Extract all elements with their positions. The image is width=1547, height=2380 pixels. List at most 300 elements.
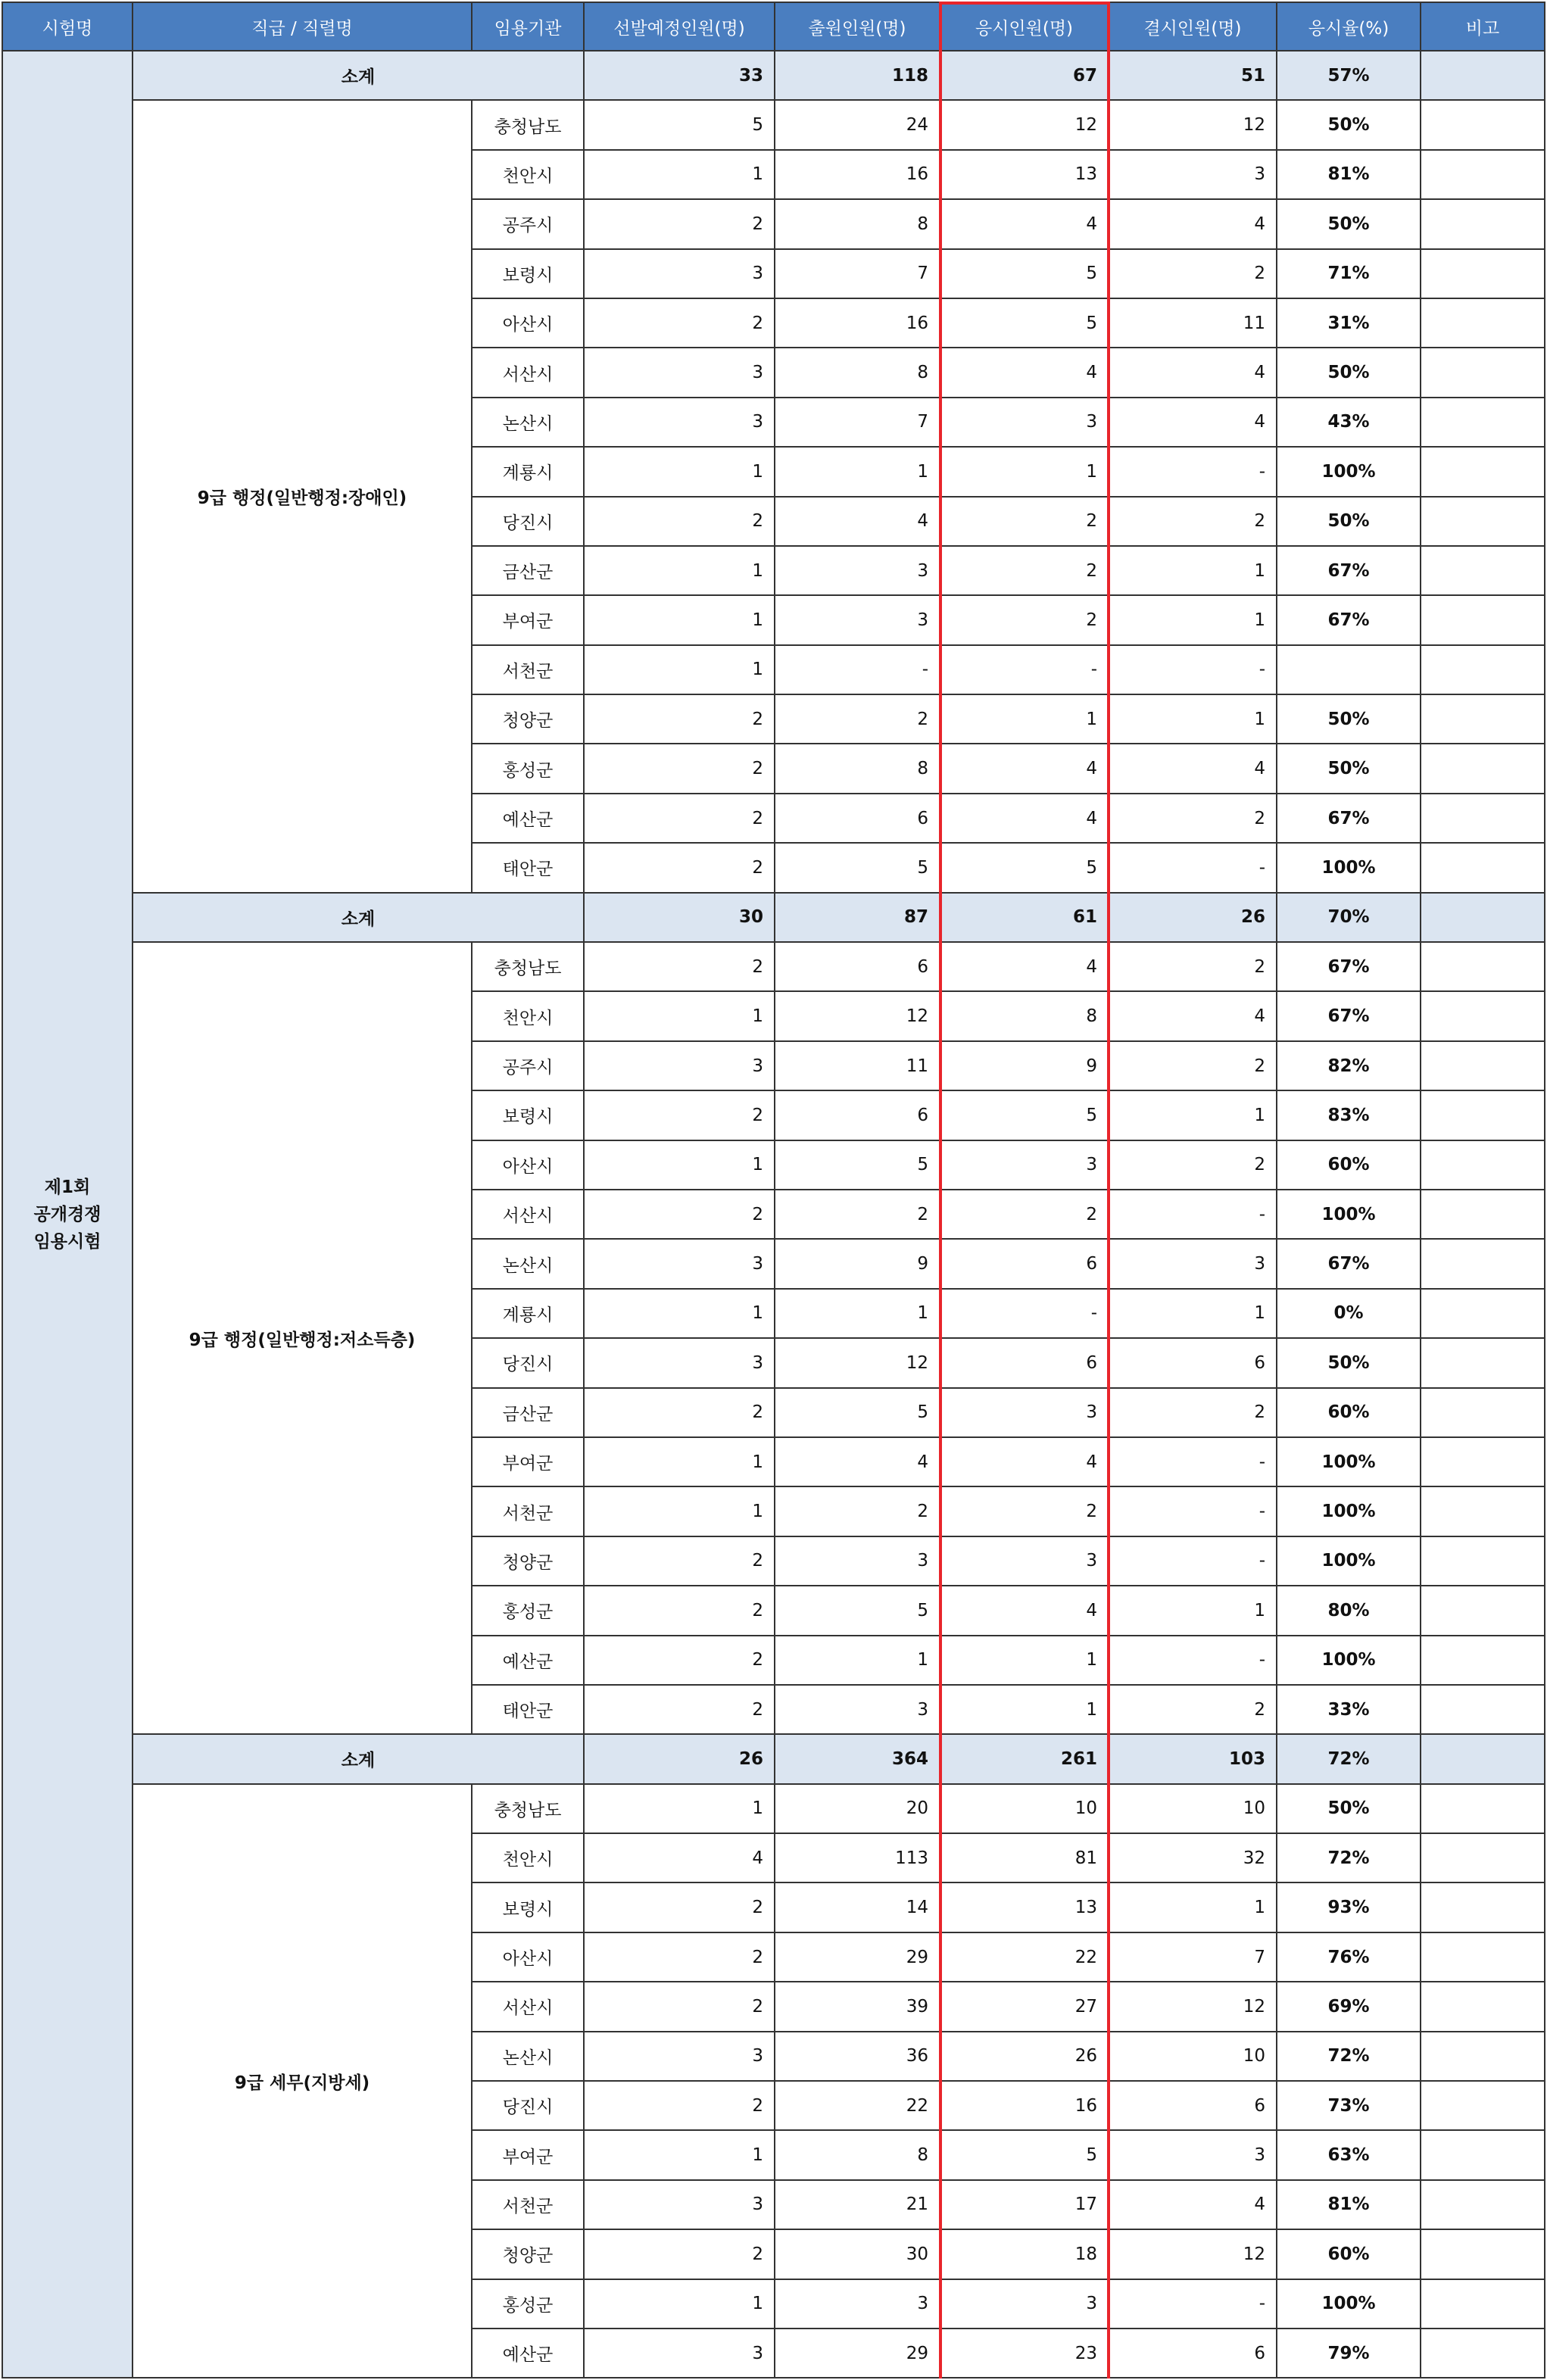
header-note: 비고 [1421, 2, 1545, 51]
note-cell [1421, 991, 1545, 1040]
table-row [2, 100, 1545, 149]
note-cell [1421, 843, 1545, 892]
absent-cell: 4 [1109, 398, 1277, 447]
note-cell [1421, 1437, 1545, 1486]
agency-cell: 예산군 [472, 1636, 584, 1685]
selected-cell: 3 [584, 2180, 775, 2229]
header-row [2, 2, 1545, 51]
agency-cell: 서산시 [472, 1190, 584, 1239]
attended-cell: 6 [940, 1338, 1109, 1387]
attended-cell: 26 [940, 2032, 1109, 2081]
selected-cell: 1 [584, 546, 775, 595]
absent-cell: 10 [1109, 2032, 1277, 2081]
selected-cell: 3 [584, 348, 775, 397]
absent-cell: 4 [1109, 199, 1277, 248]
attended-cell: 10 [940, 1784, 1109, 1833]
rate-cell: 50% [1277, 1784, 1421, 1833]
absent-cell: 12 [1109, 1982, 1277, 2031]
rate-cell [1277, 645, 1421, 694]
absent-cell: 11 [1109, 298, 1277, 348]
selected-cell: 2 [584, 1982, 775, 2031]
subtotal-selected: 26 [584, 1734, 775, 1783]
absent-cell: 4 [1109, 991, 1277, 1040]
note-cell [1421, 1932, 1545, 1982]
absent-cell: - [1109, 645, 1277, 694]
applied-cell: 20 [775, 1784, 940, 1833]
attended-cell: 5 [940, 1090, 1109, 1140]
rate-cell: 31% [1277, 298, 1421, 348]
note-cell [1421, 398, 1545, 447]
agency-cell: 홍성군 [472, 2279, 584, 2329]
selected-cell: 3 [584, 2329, 775, 2378]
applied-cell: 7 [775, 398, 940, 447]
selected-cell: 4 [584, 1833, 775, 1882]
note-cell [1421, 348, 1545, 397]
absent-cell: - [1109, 2279, 1277, 2329]
table-row [2, 1784, 1545, 1833]
note-cell [1421, 2279, 1545, 2329]
note-cell [1421, 1090, 1545, 1140]
selected-cell: 2 [584, 1685, 775, 1734]
subtotal-attended: 61 [940, 893, 1109, 942]
applied-cell: 1 [775, 1636, 940, 1685]
agency-cell: 논산시 [472, 398, 584, 447]
agency-cell: 홍성군 [472, 1586, 584, 1635]
applied-cell: 9 [775, 1239, 940, 1288]
note-cell [1421, 1388, 1545, 1437]
attended-cell: 2 [940, 1190, 1109, 1239]
selected-cell: 2 [584, 942, 775, 991]
rate-cell: 72% [1277, 1833, 1421, 1882]
rate-cell: 81% [1277, 150, 1421, 199]
attended-cell: 5 [940, 298, 1109, 348]
rate-cell: 50% [1277, 1338, 1421, 1387]
rate-cell: 67% [1277, 546, 1421, 595]
header-rate: 응시율(%) [1277, 2, 1421, 51]
subtotal-note [1421, 1734, 1545, 1783]
note-cell [1421, 1190, 1545, 1239]
selected-cell: 2 [584, 1932, 775, 1982]
note-cell [1421, 595, 1545, 644]
rate-cell: 50% [1277, 694, 1421, 744]
selected-cell: 1 [584, 1289, 775, 1338]
absent-cell: 4 [1109, 744, 1277, 793]
applied-cell: 29 [775, 2329, 940, 2378]
applied-cell: 1 [775, 447, 940, 496]
applied-cell: - [775, 645, 940, 694]
selected-cell: 1 [584, 645, 775, 694]
applied-cell: 113 [775, 1833, 940, 1882]
note-cell [1421, 1833, 1545, 1882]
header-applied: 출원인원(명) [775, 2, 940, 51]
agency-cell: 태안군 [472, 1685, 584, 1734]
attended-cell: 1 [940, 694, 1109, 744]
attended-cell: 3 [940, 1536, 1109, 1586]
selected-cell: 2 [584, 794, 775, 843]
absent-cell: 1 [1109, 1882, 1277, 1932]
rate-cell: 100% [1277, 1437, 1421, 1486]
applied-cell: 5 [775, 1140, 940, 1190]
header-selected: 선발예정인원(명) [584, 2, 775, 51]
note-cell [1421, 2229, 1545, 2279]
note-cell [1421, 100, 1545, 149]
applied-cell: 5 [775, 1586, 940, 1635]
selected-cell: 2 [584, 1536, 775, 1586]
applied-cell: 3 [775, 2279, 940, 2329]
agency-cell: 서산시 [472, 348, 584, 397]
agency-cell: 충청남도 [472, 100, 584, 149]
applied-cell: 39 [775, 1982, 940, 2031]
absent-cell: 3 [1109, 2130, 1277, 2179]
absent-cell: 1 [1109, 694, 1277, 744]
absent-cell: 4 [1109, 2180, 1277, 2229]
note-cell [1421, 744, 1545, 793]
exam-results-sheet [2, 2, 1544, 2378]
applied-cell: 2 [775, 1190, 940, 1239]
subtotal-label: 소계 [133, 1734, 584, 1783]
rate-cell: 33% [1277, 1685, 1421, 1734]
note-cell [1421, 645, 1545, 694]
absent-cell: 1 [1109, 1090, 1277, 1140]
attended-cell: 1 [940, 1685, 1109, 1734]
absent-cell: - [1109, 1190, 1277, 1239]
applied-cell: 12 [775, 991, 940, 1040]
selected-cell: 2 [584, 694, 775, 744]
attended-cell: 23 [940, 2329, 1109, 2378]
absent-cell: 2 [1109, 497, 1277, 546]
selected-cell: 2 [584, 1882, 775, 1932]
applied-cell: 3 [775, 546, 940, 595]
agency-cell: 보령시 [472, 1882, 584, 1932]
attended-cell: 2 [940, 1486, 1109, 1536]
selected-cell: 1 [584, 1486, 775, 1536]
absent-cell: 10 [1109, 1784, 1277, 1833]
applied-cell: 6 [775, 794, 940, 843]
absent-cell: - [1109, 1437, 1277, 1486]
selected-cell: 2 [584, 843, 775, 892]
note-cell [1421, 1289, 1545, 1338]
applied-cell: 11 [775, 1041, 940, 1090]
header-exam-name: 시험명 [2, 2, 133, 51]
agency-cell: 부여군 [472, 1437, 584, 1486]
attended-cell: 3 [940, 1388, 1109, 1437]
subtotal-rate: 57% [1277, 51, 1421, 100]
applied-cell: 1 [775, 1289, 940, 1338]
agency-cell: 예산군 [472, 2329, 584, 2378]
subtotal-label: 소계 [133, 51, 584, 100]
note-cell [1421, 1586, 1545, 1635]
rate-cell: 67% [1277, 1239, 1421, 1288]
table-row [2, 942, 1545, 991]
rate-cell: 0% [1277, 1289, 1421, 1338]
attended-cell: 4 [940, 1586, 1109, 1635]
attended-cell: 22 [940, 1932, 1109, 1982]
agency-cell: 천안시 [472, 1833, 584, 1882]
note-cell [1421, 1140, 1545, 1190]
exam-results-table [2, 2, 1545, 2378]
applied-cell: 22 [775, 2081, 940, 2130]
absent-cell: 2 [1109, 1140, 1277, 1190]
applied-cell: 4 [775, 1437, 940, 1486]
agency-cell: 충청남도 [472, 1784, 584, 1833]
rate-cell: 50% [1277, 348, 1421, 397]
applied-cell: 3 [775, 1685, 940, 1734]
rate-cell: 60% [1277, 1388, 1421, 1437]
rate-cell: 100% [1277, 1636, 1421, 1685]
position-name-cell: 9급 세무(지방세) [133, 1784, 472, 2378]
note-cell [1421, 1486, 1545, 1536]
selected-cell: 1 [584, 1437, 775, 1486]
note-cell [1421, 2130, 1545, 2179]
subtotal-absent: 26 [1109, 893, 1277, 942]
attended-cell: 81 [940, 1833, 1109, 1882]
absent-cell: 1 [1109, 595, 1277, 644]
rate-cell: 67% [1277, 794, 1421, 843]
agency-cell: 아산시 [472, 1932, 584, 1982]
selected-cell: 1 [584, 1140, 775, 1190]
subtotal-attended: 67 [940, 51, 1109, 100]
applied-cell: 8 [775, 744, 940, 793]
note-cell [1421, 1239, 1545, 1288]
table-body [2, 51, 1545, 2378]
attended-cell: 2 [940, 546, 1109, 595]
applied-cell: 4 [775, 497, 940, 546]
note-cell [1421, 794, 1545, 843]
absent-cell: - [1109, 1486, 1277, 1536]
note-cell [1421, 2180, 1545, 2229]
attended-cell: 4 [940, 794, 1109, 843]
agency-cell: 부여군 [472, 2130, 584, 2179]
selected-cell: 1 [584, 2130, 775, 2179]
applied-cell: 8 [775, 348, 940, 397]
rate-cell: 100% [1277, 447, 1421, 496]
rate-cell: 67% [1277, 991, 1421, 1040]
header-attended: 응시인원(명) [940, 2, 1109, 51]
rate-cell: 50% [1277, 744, 1421, 793]
absent-cell: 12 [1109, 100, 1277, 149]
rate-cell: 67% [1277, 942, 1421, 991]
absent-cell: 6 [1109, 2081, 1277, 2130]
attended-cell: 8 [940, 991, 1109, 1040]
absent-cell: - [1109, 843, 1277, 892]
agency-cell: 천안시 [472, 150, 584, 199]
selected-cell: 1 [584, 2279, 775, 2329]
position-name-cell: 9급 행정(일반행정:저소득층) [133, 942, 472, 1734]
note-cell [1421, 1338, 1545, 1387]
attended-cell: - [940, 645, 1109, 694]
absent-cell: - [1109, 1536, 1277, 1586]
applied-cell: 6 [775, 1090, 940, 1140]
subtotal-absent: 103 [1109, 1734, 1277, 1783]
rate-cell: 83% [1277, 1090, 1421, 1140]
attended-cell: 5 [940, 249, 1109, 298]
applied-cell: 8 [775, 199, 940, 248]
attended-cell: 2 [940, 497, 1109, 546]
selected-cell: 3 [584, 249, 775, 298]
note-cell [1421, 2032, 1545, 2081]
absent-cell: 1 [1109, 546, 1277, 595]
agency-cell: 당진시 [472, 497, 584, 546]
attended-cell: 5 [940, 2130, 1109, 2179]
rate-cell: 79% [1277, 2329, 1421, 2378]
subtotal-note [1421, 893, 1545, 942]
attended-cell: 4 [940, 348, 1109, 397]
selected-cell: 2 [584, 1388, 775, 1437]
attended-cell: 4 [940, 199, 1109, 248]
selected-cell: 2 [584, 497, 775, 546]
absent-cell: - [1109, 1636, 1277, 1685]
agency-cell: 충청남도 [472, 942, 584, 991]
absent-cell: 1 [1109, 1586, 1277, 1635]
applied-cell: 5 [775, 843, 940, 892]
absent-cell: 3 [1109, 150, 1277, 199]
attended-cell: 2 [940, 595, 1109, 644]
applied-cell: 14 [775, 1882, 940, 1932]
agency-cell: 당진시 [472, 1338, 584, 1387]
subtotal-rate: 72% [1277, 1734, 1421, 1783]
absent-cell: 2 [1109, 794, 1277, 843]
attended-cell: 17 [940, 2180, 1109, 2229]
agency-cell: 논산시 [472, 2032, 584, 2081]
attended-cell: 13 [940, 150, 1109, 199]
selected-cell: 2 [584, 2081, 775, 2130]
subtotal-attended: 261 [940, 1734, 1109, 1783]
subtotal-row [2, 1734, 1545, 1783]
note-cell [1421, 1636, 1545, 1685]
absent-cell: 4 [1109, 348, 1277, 397]
attended-cell: 1 [940, 1636, 1109, 1685]
applied-cell: 2 [775, 694, 940, 744]
selected-cell: 1 [584, 991, 775, 1040]
agency-cell: 금산군 [472, 546, 584, 595]
rate-cell: 81% [1277, 2180, 1421, 2229]
applied-cell: 3 [775, 595, 940, 644]
applied-cell: 2 [775, 1486, 940, 1536]
subtotal-applied: 364 [775, 1734, 940, 1783]
rate-cell: 100% [1277, 1190, 1421, 1239]
agency-cell: 청양군 [472, 694, 584, 744]
selected-cell: 3 [584, 398, 775, 447]
attended-cell: 9 [940, 1041, 1109, 1090]
agency-cell: 천안시 [472, 991, 584, 1040]
selected-cell: 1 [584, 595, 775, 644]
attended-cell: - [940, 1289, 1109, 1338]
selected-cell: 3 [584, 1239, 775, 1288]
note-cell [1421, 2081, 1545, 2130]
selected-cell: 1 [584, 1784, 775, 1833]
attended-cell: 3 [940, 2279, 1109, 2329]
absent-cell: 3 [1109, 1239, 1277, 1288]
subtotal-selected: 33 [584, 51, 775, 100]
agency-cell: 부여군 [472, 595, 584, 644]
attended-cell: 3 [940, 398, 1109, 447]
rate-cell: 76% [1277, 1932, 1421, 1982]
note-cell [1421, 1536, 1545, 1586]
selected-cell: 2 [584, 298, 775, 348]
note-cell [1421, 942, 1545, 991]
agency-cell: 아산시 [472, 298, 584, 348]
agency-cell: 공주시 [472, 1041, 584, 1090]
agency-cell: 청양군 [472, 2229, 584, 2279]
selected-cell: 3 [584, 1041, 775, 1090]
applied-cell: 30 [775, 2229, 940, 2279]
rate-cell: 100% [1277, 1536, 1421, 1586]
note-cell [1421, 1784, 1545, 1833]
note-cell [1421, 249, 1545, 298]
absent-cell: 2 [1109, 942, 1277, 991]
rate-cell: 73% [1277, 2081, 1421, 2130]
note-cell [1421, 2329, 1545, 2378]
header-absent: 결시인원(명) [1109, 2, 1277, 51]
applied-cell: 36 [775, 2032, 940, 2081]
subtotal-applied: 87 [775, 893, 940, 942]
applied-cell: 3 [775, 1536, 940, 1586]
agency-cell: 서산시 [472, 1982, 584, 2031]
absent-cell: 7 [1109, 1932, 1277, 1982]
rate-cell: 67% [1277, 595, 1421, 644]
subtotal-applied: 118 [775, 51, 940, 100]
subtotal-selected: 30 [584, 893, 775, 942]
note-cell [1421, 546, 1545, 595]
agency-cell: 예산군 [472, 794, 584, 843]
agency-cell: 보령시 [472, 249, 584, 298]
applied-cell: 6 [775, 942, 940, 991]
note-cell [1421, 1982, 1545, 2031]
applied-cell: 7 [775, 249, 940, 298]
agency-cell: 보령시 [472, 1090, 584, 1140]
note-cell [1421, 150, 1545, 199]
rate-cell: 63% [1277, 2130, 1421, 2179]
applied-cell: 5 [775, 1388, 940, 1437]
agency-cell: 서천군 [472, 2180, 584, 2229]
rate-cell: 60% [1277, 1140, 1421, 1190]
subtotal-row [2, 51, 1545, 100]
rate-cell: 100% [1277, 1486, 1421, 1536]
attended-cell: 4 [940, 1437, 1109, 1486]
rate-cell: 100% [1277, 843, 1421, 892]
absent-cell: 2 [1109, 1388, 1277, 1437]
absent-cell: 6 [1109, 2329, 1277, 2378]
applied-cell: 21 [775, 2180, 940, 2229]
selected-cell: 2 [584, 1636, 775, 1685]
note-cell [1421, 497, 1545, 546]
agency-cell: 계룡시 [472, 1289, 584, 1338]
attended-cell: 27 [940, 1982, 1109, 2031]
position-name-cell: 9급 행정(일반행정:장애인) [133, 100, 472, 892]
selected-cell: 2 [584, 1586, 775, 1635]
note-cell [1421, 1041, 1545, 1090]
applied-cell: 16 [775, 298, 940, 348]
exam-name-cell: 제1회 공개경쟁 임용시험 [2, 51, 133, 2378]
rate-cell: 72% [1277, 2032, 1421, 2081]
selected-cell: 2 [584, 1090, 775, 1140]
attended-cell: 12 [940, 100, 1109, 149]
attended-cell: 6 [940, 1239, 1109, 1288]
note-cell [1421, 1882, 1545, 1932]
subtotal-rate: 70% [1277, 893, 1421, 942]
rate-cell: 60% [1277, 2229, 1421, 2279]
attended-cell: 5 [940, 843, 1109, 892]
agency-cell: 당진시 [472, 2081, 584, 2130]
applied-cell: 24 [775, 100, 940, 149]
selected-cell: 3 [584, 1338, 775, 1387]
attended-cell: 4 [940, 744, 1109, 793]
rate-cell: 50% [1277, 199, 1421, 248]
header-position: 직급 / 직렬명 [133, 2, 472, 51]
absent-cell: 32 [1109, 1833, 1277, 1882]
selected-cell: 2 [584, 2229, 775, 2279]
note-cell [1421, 694, 1545, 744]
